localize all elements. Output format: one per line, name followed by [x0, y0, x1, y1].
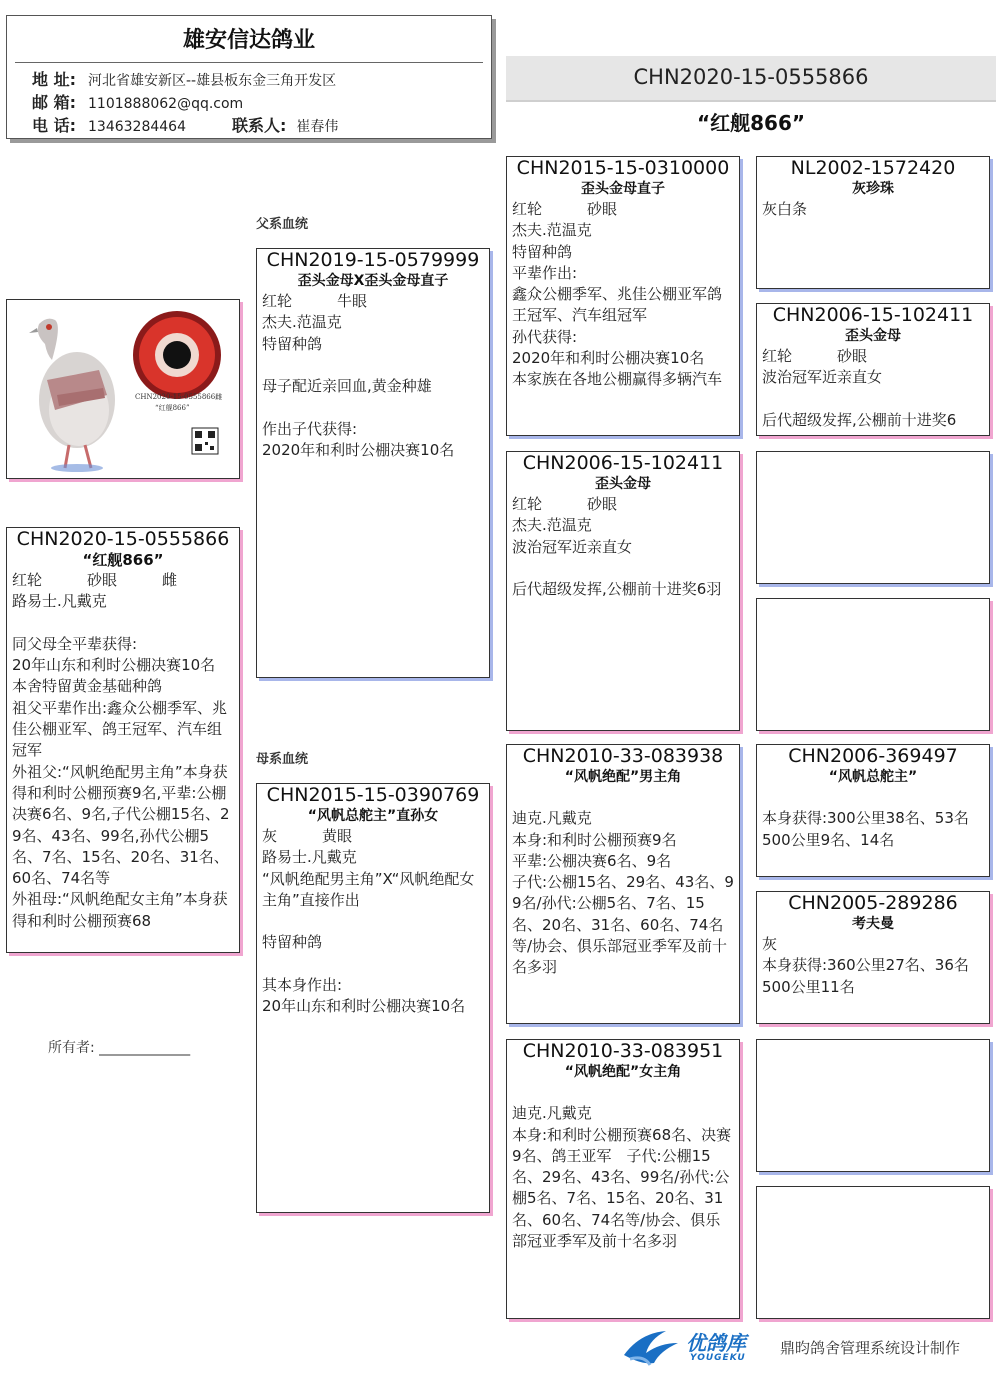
dam-sire-card — [506, 744, 740, 1024]
dam-dam-details — [507, 1082, 739, 1252]
detail-line: 外祖母:“风帆绝配女主角”本身获得和利时公棚预赛68 — [12, 890, 228, 930]
phone-label: 电 话: — [32, 116, 76, 135]
detail-line: 20年山东和利时公棚决赛10名 — [12, 656, 216, 675]
photo-caption-ring: CHN2020-15-0555866雌 — [135, 393, 223, 401]
dam-card — [256, 783, 490, 1213]
detail-line: 2020年和利时公棚决赛10名 — [512, 349, 705, 368]
sire-name: 歪头金母X歪头金母直子 — [297, 273, 449, 289]
sire-dam-ring: CHN2006-15-102411 — [522, 452, 724, 474]
detail-line — [262, 954, 484, 975]
ddd-card — [756, 1186, 990, 1319]
detail-line: 鑫众公棚季军、兆佳公棚亚军鸽王冠军、汽车组冠军 — [512, 285, 723, 325]
sire-details — [257, 291, 489, 461]
dam-dam-ring: CHN2010-33-083951 — [522, 1040, 724, 1062]
sire-dam-name: 歪头金母 — [595, 476, 651, 492]
detail-line: 子代:公棚15名、29名、43名、99名/孙代:公棚5名、7名、15名、20名、31名、60名、74名等/协会、俱乐部冠亚季军及前十名多羽 — [512, 873, 734, 977]
address-row — [7, 69, 491, 92]
detail-line: 特留种鸽 — [512, 242, 573, 261]
detail-line: 红轮 砂眼 — [512, 495, 618, 513]
sire-sire-ring: CHN2015-15-0310000 — [516, 157, 730, 179]
detail-line: 灰白条 — [762, 200, 808, 218]
title-name: “红舰866” — [696, 111, 806, 135]
detail-line: 路易士.凡戴克 — [262, 848, 357, 867]
detail-line: 本舍特留黄金基础种鸽 — [12, 677, 163, 696]
sss-ring: NL2002-1572420 — [790, 157, 956, 179]
detail-line: 孙代获得: — [512, 327, 578, 346]
detail-line: 作出子代获得: — [262, 419, 358, 438]
subject-details — [7, 570, 239, 932]
photo-caption-name: “红舰866” — [155, 404, 190, 412]
address-label: 地 址: — [32, 70, 76, 89]
phone-value: 13463284464 — [88, 119, 186, 135]
owner-label: 所有者: — [48, 1040, 95, 1056]
detail-line — [262, 355, 484, 376]
detail-line: 本身:和利时公棚预赛9名 — [512, 830, 677, 849]
detail-line: 后代超级发挥,公棚前十进奖6 — [762, 410, 957, 429]
sire-ring: CHN2019-15-0579999 — [266, 249, 480, 271]
ssd-card — [756, 303, 990, 436]
dsd-card — [756, 891, 990, 1024]
detail-line: 平辈:公棚决赛6名、9名 — [512, 851, 672, 870]
subject-ring: CHN2020-15-0555866 — [16, 528, 230, 550]
email-row — [7, 92, 491, 115]
contact-label: 联系人: — [231, 116, 287, 135]
subject-card — [6, 527, 240, 953]
dss-name: “风帆总舵主” — [828, 769, 918, 785]
detail-line: 红轮 砂眼 — [512, 200, 618, 218]
detail-line: 外祖父:“风帆绝配男主角”本身获得和利时公棚预赛9名,平辈:公棚决赛6名、9名,子代公棚15名、29名、43名、99名,孙代公棚5名、7名、15名、20名、31名、60名、74名等 — [12, 762, 230, 888]
detail-line: “风帆绝配男主角”X“风帆绝配女主角”直接作出 — [262, 869, 475, 909]
sire-sire-card — [506, 156, 740, 436]
detail-line: 后代超级发挥,公棚前十进奖6羽 — [512, 580, 722, 599]
detail-line: 本身:和利时公棚预赛68名、决赛9名、鸽王亚军 子代:公棚15名、29名、43名、99名/孙代:公棚5名、7名、15名、20名、31名、60名、74名等/协会、俱乐部冠亚季军及前十名多羽 — [512, 1125, 732, 1251]
detail-line: 杰夫.范温克 — [512, 516, 592, 535]
detail-line: 其本身作出: — [262, 976, 343, 995]
detail-line: 500公里11名 — [762, 977, 855, 996]
detail-line: 红轮 砂眼 雌 — [12, 571, 178, 589]
dsd-ring: CHN2005-289286 — [788, 892, 958, 914]
ssd-ring: CHN2006-15-102411 — [772, 304, 974, 326]
detail-line — [762, 787, 984, 808]
pigeon-photo-illustration — [7, 300, 239, 478]
dam-sire-details — [507, 787, 739, 979]
dsd-details — [757, 934, 989, 998]
email-label: 邮 箱: — [32, 93, 76, 112]
detail-line — [512, 558, 734, 579]
detail-line — [12, 613, 234, 634]
sss-name: 灰珍珠 — [852, 181, 894, 197]
detail-line: 500公里9名、14名 — [762, 830, 895, 849]
detail-line — [262, 911, 484, 932]
detail-line: 平辈作出: — [512, 263, 578, 282]
title-ring: CHN2020-15-0555866 — [633, 65, 869, 89]
detail-line: 20年山东和利时公棚决赛10名 — [262, 997, 466, 1016]
detail-line: 波治冠军近亲直女 — [762, 368, 883, 387]
sire-sire-name: 歪头金母直子 — [581, 181, 665, 197]
detail-line — [762, 389, 984, 410]
detail-line: 祖父平辈作出:鑫众公棚季军、兆佳公棚亚军、鸽王冠军、汽车组冠军 — [12, 698, 228, 760]
pedigree-title-bar — [506, 56, 996, 102]
detail-line: 2020年和利时公棚决赛10名 — [262, 441, 455, 460]
sss-card — [756, 156, 990, 289]
detail-line: 杰夫.范温克 — [512, 221, 592, 240]
email-value: 1101888062@qq.com — [88, 96, 244, 112]
dam-sire-name: “风帆绝配”男主角 — [564, 769, 682, 785]
dds-card — [756, 1039, 990, 1172]
detail-line: 路易士.凡戴克 — [12, 592, 107, 611]
sdd-card — [756, 598, 990, 731]
dam-name: “风帆总舵主”直孙女 — [307, 808, 439, 824]
dam-ring: CHN2015-15-0390769 — [266, 784, 480, 806]
ssd-name: 歪头金母 — [845, 328, 901, 344]
dss-card — [756, 744, 990, 877]
detail-line: 本身获得:300公里38名、53名 — [762, 809, 969, 828]
dam-details — [257, 826, 489, 1018]
sire-sire-details — [507, 199, 739, 391]
detail-line: 同父母全平辈获得: — [12, 634, 138, 653]
footer-credit: 鼎昀鸽舍管理系统设计制作 — [780, 1339, 961, 1357]
detail-line: 特留种鸽 — [262, 334, 323, 353]
dss-details — [757, 787, 989, 851]
father-line-label: 父系血统 — [256, 217, 309, 232]
dam-dam-name: “风帆绝配”女主角 — [564, 1064, 682, 1080]
sire-card — [256, 248, 490, 678]
sire-dam-card — [506, 451, 740, 731]
pigeon-photo — [6, 299, 240, 479]
subject-name: “红舰866” — [82, 551, 164, 569]
detail-line: 杰夫.范温克 — [262, 313, 342, 332]
footer — [620, 1325, 990, 1373]
dsd-name: 考夫曼 — [852, 916, 894, 932]
sds-card — [756, 451, 990, 584]
breeder-header — [6, 15, 492, 139]
detail-line: 波治冠军近亲直女 — [512, 537, 633, 556]
detail-line — [262, 397, 484, 418]
brand-name-en: YOUGEKU — [690, 1353, 746, 1363]
header-divider — [15, 62, 483, 63]
detail-line: 迪克.凡戴克 — [512, 1104, 592, 1123]
sss-details — [757, 199, 989, 220]
detail-line: 本家族在各地公棚赢得多辆汽车 — [512, 370, 723, 389]
detail-line: 本身获得:360公里27名、36名 — [762, 956, 969, 975]
detail-line: 特留种鸽 — [262, 933, 323, 952]
detail-line — [512, 787, 734, 808]
detail-line — [512, 1082, 734, 1103]
owner-blank: _____________ — [99, 1040, 191, 1056]
detail-line: 灰 黄眼 — [262, 827, 353, 845]
address-value: 河北省雄安新区--雄县板东金三角开发区 — [88, 73, 337, 89]
phone-row — [7, 115, 491, 138]
sire-dam-details — [507, 494, 739, 600]
detail-line: 灰 — [762, 935, 778, 953]
brand-logo-icon — [620, 1325, 684, 1369]
owner-line — [48, 1037, 190, 1057]
contact-value: 崔春伟 — [296, 119, 339, 135]
dam-sire-ring: CHN2010-33-083938 — [522, 745, 724, 767]
brand-name: 优鸽库 — [686, 1331, 746, 1355]
detail-line: 迪克.凡戴克 — [512, 809, 592, 828]
dam-dam-card — [506, 1039, 740, 1319]
mother-line-label: 母系血统 — [256, 752, 309, 767]
ssd-details — [757, 346, 989, 431]
breeder-name: 雄安信达鸽业 — [182, 28, 315, 53]
detail-line: 母子配近亲回血,黄金种雄 — [262, 377, 432, 396]
detail-line: 红轮 砂眼 — [762, 347, 868, 365]
detail-line: 红轮 牛眼 — [262, 292, 368, 310]
dss-ring: CHN2006-369497 — [788, 745, 958, 767]
